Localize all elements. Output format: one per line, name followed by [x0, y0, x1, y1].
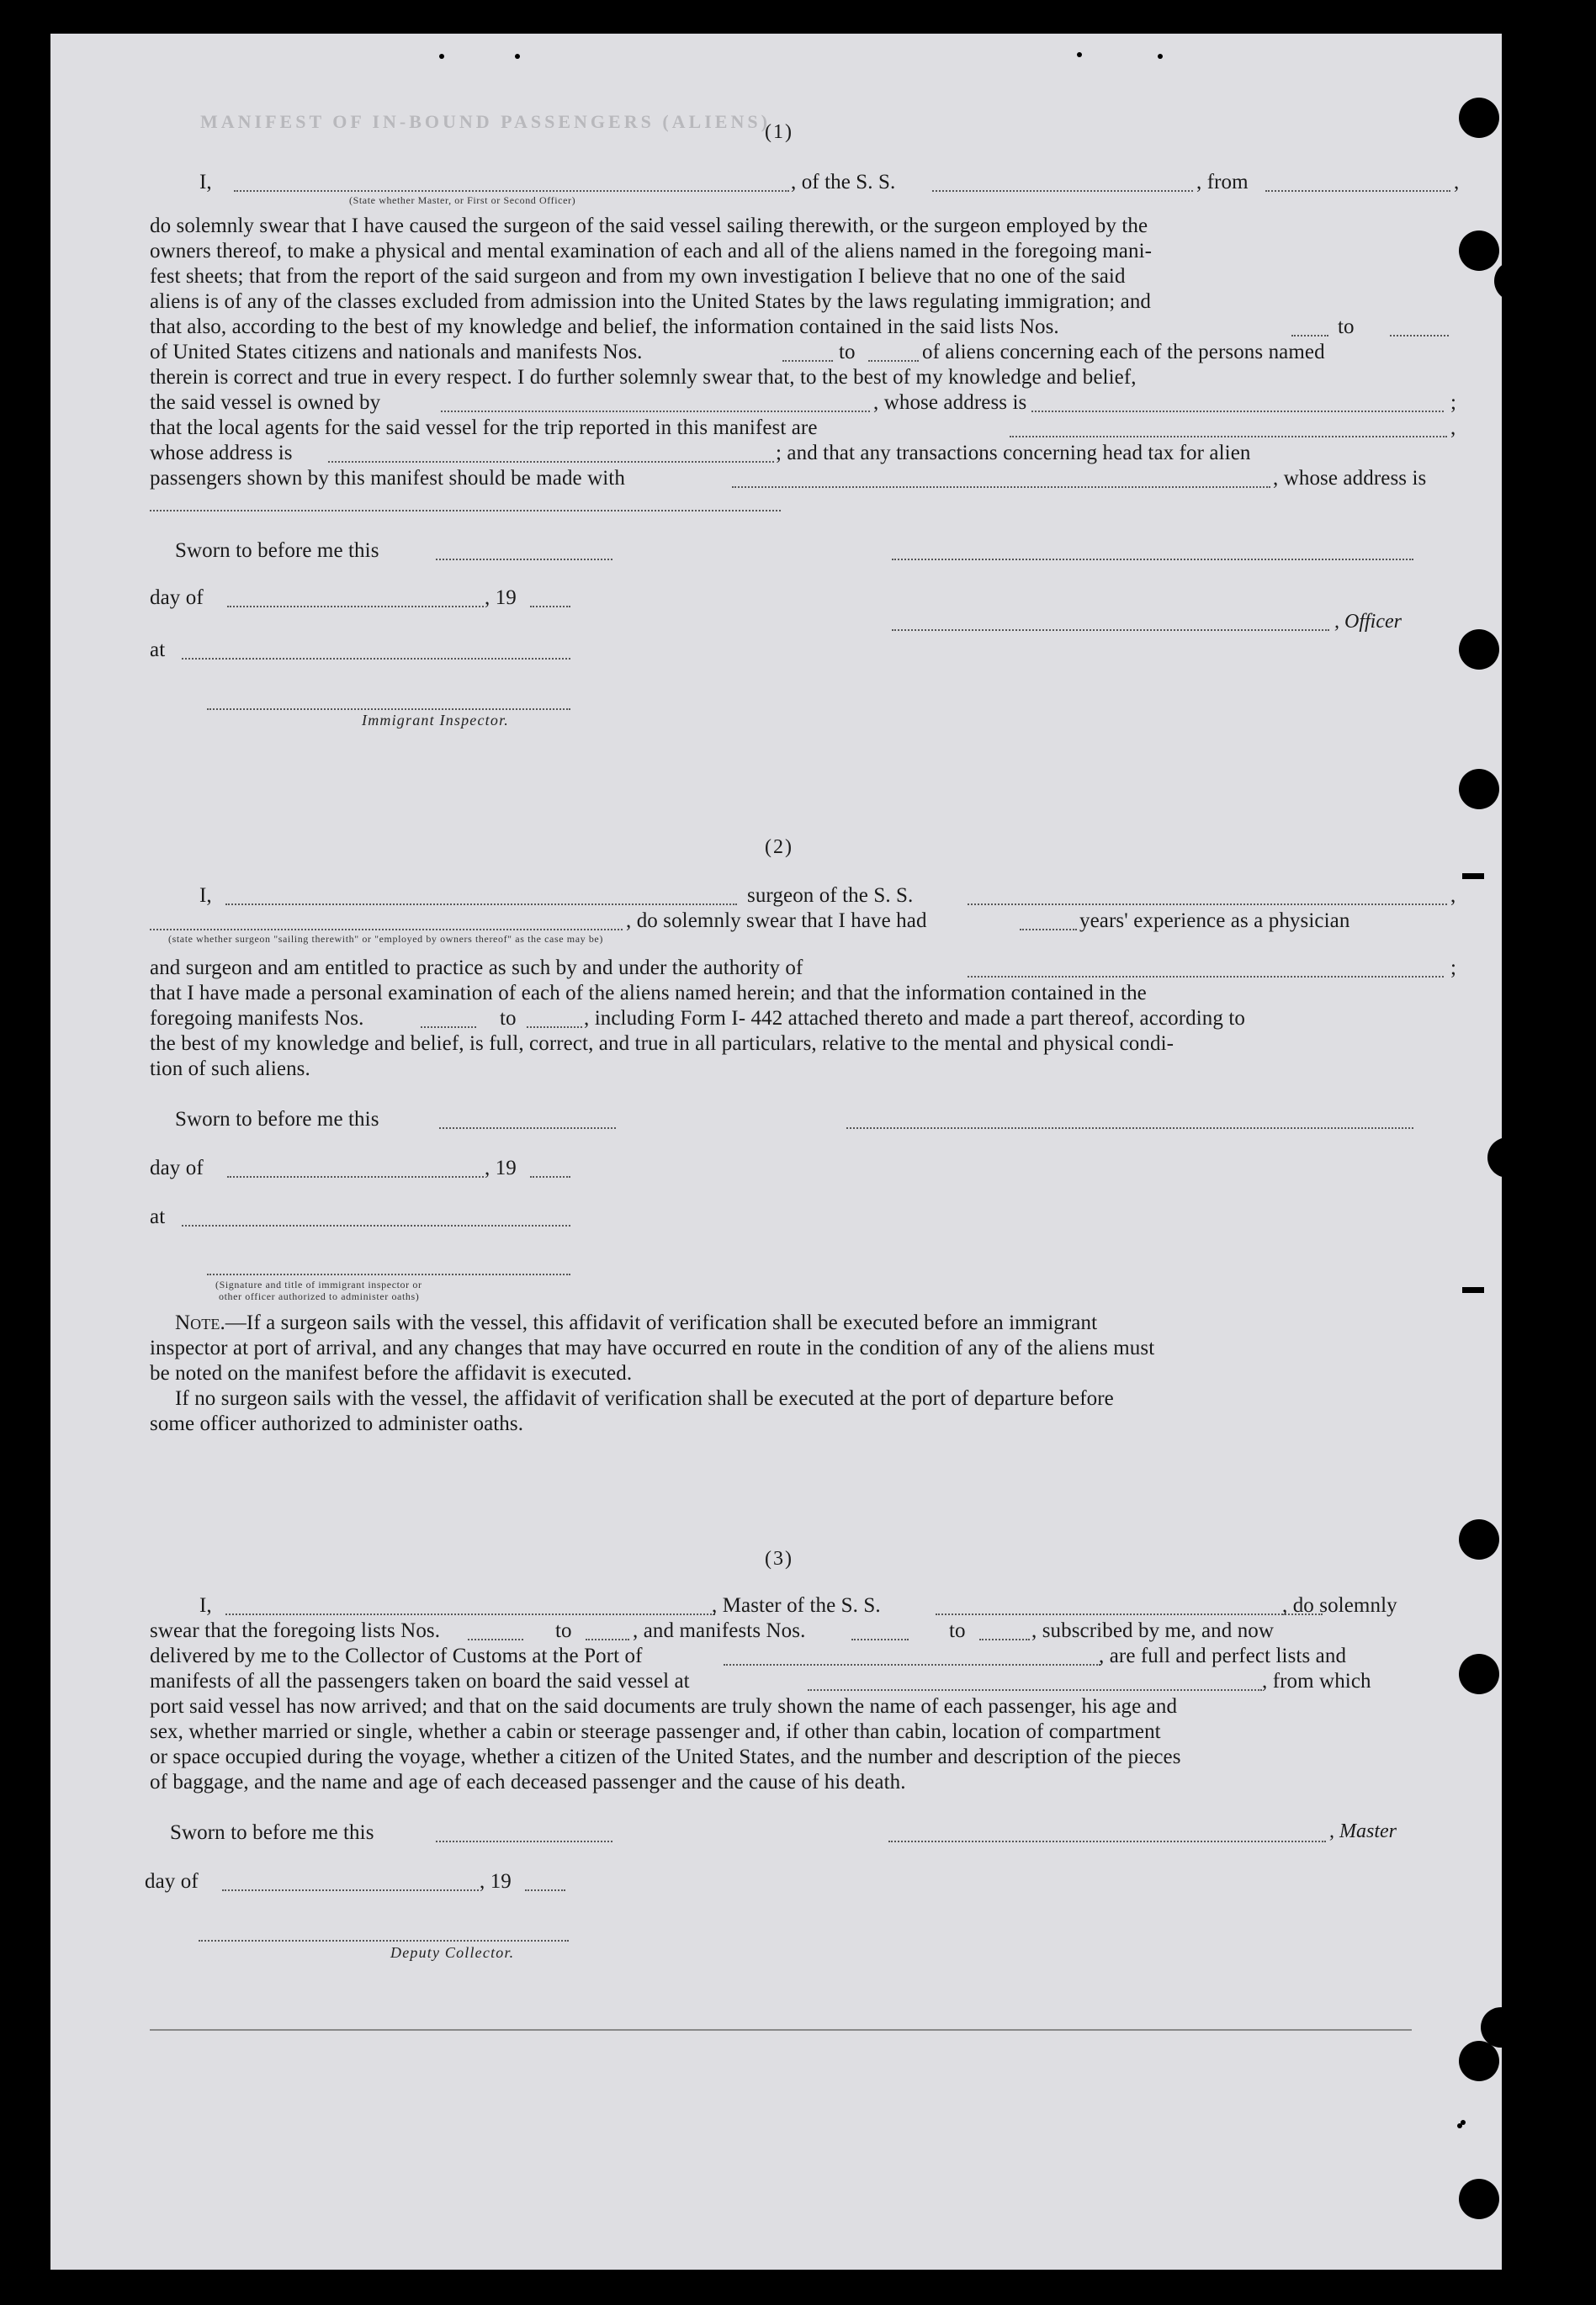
- s1-at-label: at: [150, 639, 166, 661]
- s2-surgeon-type-field[interactable]: [150, 929, 623, 930]
- s2-authority-label: and surgeon and am entitled to practice as such by and under the authority of: [150, 956, 803, 979]
- s1-inspector-caption: Immigrant Inspector.: [362, 712, 509, 729]
- s2-body-line-7: tion of such aliens.: [150, 1057, 310, 1080]
- s2-inspector-signature-field[interactable]: [207, 1274, 570, 1275]
- s2-body-line-6: the best of my knowledge and belief, is full, correct, and true in all particulars, relative to the mental and physical condi-: [150, 1032, 1174, 1055]
- s2-note-line-2: inspector at port of arrival, and any changes that may have occurred en route in the condition of any of the aliens must: [150, 1337, 1155, 1359]
- s3-manifests-to: to: [949, 1619, 966, 1642]
- punch-hole-9: [1481, 2007, 1521, 2048]
- s3-lists-to: to: [555, 1619, 572, 1642]
- s1-officer-label: , Officer: [1334, 611, 1402, 633]
- s3-lists-perfect-text: , are full and perfect lists and: [1099, 1645, 1347, 1667]
- s1-lists-from-field[interactable]: [1291, 335, 1328, 336]
- s2-name-field[interactable]: [225, 903, 737, 905]
- s2-sig-hint-1: (Signature and title of immigrant inspector or: [215, 1279, 422, 1290]
- s3-taken-at-label: manifests of all the passengers taken on board the said vessel at: [150, 1670, 690, 1693]
- s3-line1-end: , do solemnly: [1282, 1594, 1397, 1617]
- s3-body-line-6: sex, whether married or single, whether a cabin or steerage passenger and, if other than cabin, location of compartment: [150, 1720, 1161, 1743]
- s1-owned-label: the said vessel is owned by: [150, 391, 381, 414]
- s1-agents-end: ,: [1450, 416, 1456, 439]
- s2-at-field[interactable]: [182, 1225, 570, 1227]
- speck-3: [1077, 52, 1082, 57]
- section-1-number: (1): [765, 121, 793, 143]
- s1-body-line-2: owners thereof, to make a physical and mental examination of each and all of the aliens named in the foregoing mani-: [150, 240, 1153, 262]
- s3-manifests-to-field[interactable]: [979, 1639, 1030, 1640]
- s1-i-label: I,: [199, 171, 212, 193]
- section-2-number: (2): [765, 836, 793, 858]
- speck-2: [515, 54, 520, 59]
- s2-hint-surgeon: (state whether surgeon "sailing therewith" or "employed by owners thereof" as the case may be): [168, 933, 603, 945]
- s3-year-field[interactable]: [525, 1889, 565, 1891]
- s2-years-label: years' experience as a physician: [1079, 909, 1350, 932]
- s1-head-tax-agent-field[interactable]: [732, 486, 1270, 488]
- s1-sworn-field[interactable]: [436, 559, 612, 560]
- s1-head-tax-text: ; and that any transactions concerning head tax for alien: [776, 442, 1251, 464]
- s2-nineteen-label: , 19: [485, 1157, 517, 1179]
- s3-lists-from-field[interactable]: [468, 1639, 523, 1640]
- s1-from-label: , from: [1196, 171, 1249, 193]
- s2-surgeon-label: surgeon of the S. S.: [747, 884, 914, 907]
- s1-lists-to: to: [1338, 315, 1355, 338]
- punch-hole-3: [1494, 261, 1535, 301]
- s1-inspector-signature-field[interactable]: [207, 708, 570, 710]
- s1-from-end: ,: [1454, 171, 1460, 193]
- s2-at-label: at: [150, 1205, 166, 1228]
- s3-manifests-label: , and manifests Nos.: [633, 1619, 806, 1642]
- s3-body-line-8: of baggage, and the name and age of each deceased passenger and the cause of his death.: [150, 1771, 906, 1794]
- s2-i-label: I,: [199, 884, 212, 907]
- s3-day-field[interactable]: [222, 1889, 479, 1891]
- s2-manifests-label: foregoing manifests Nos.: [150, 1007, 364, 1030]
- s2-body-line-4: that I have made a personal examination of each of the aliens named herein; and that the information contained in the: [150, 982, 1147, 1004]
- scan-mark-1: [1462, 873, 1484, 879]
- s2-note-text-1: —If a surgeon sails with the vessel, this affidavit of verification shall be executed before an immigrant: [225, 1311, 1098, 1334]
- s2-note-line-3: be noted on the manifest before the affidavit is executed.: [150, 1362, 633, 1385]
- s1-body-line-1: do solemnly swear that I have caused the surgeon of the said vessel sailing therewith, or the surgeon employed by the: [150, 215, 1148, 237]
- s1-passengers-label: passengers shown by this manifest should be made with: [150, 467, 625, 490]
- s1-correct-line: therein is correct and true in every respect. I do further solemnly swear that, to the best of my knowledge and belief,: [150, 366, 1137, 389]
- s1-lists-to-field[interactable]: [1390, 335, 1449, 336]
- s1-body-line-4: aliens is of any of the classes excluded from admission into the United States by the laws regulating immigration; and: [150, 290, 1152, 313]
- s3-lists-label: swear that the foregoing lists Nos.: [150, 1619, 441, 1642]
- s3-port-label: delivered by me to the Collector of Customs at the Port of: [150, 1645, 643, 1667]
- s3-ship-field[interactable]: [936, 1614, 1323, 1615]
- s2-sworn-label: Sworn to before me this: [175, 1108, 379, 1131]
- scan-mark-2: [1462, 1287, 1484, 1293]
- s2-authority-field[interactable]: [968, 976, 1444, 978]
- s1-day-of-label: day of: [150, 586, 204, 609]
- s2-manifests-to-field[interactable]: [527, 1026, 582, 1028]
- speck-4: [1158, 54, 1163, 59]
- s1-agent-address-field[interactable]: [328, 461, 774, 463]
- s1-owner-field[interactable]: [441, 411, 870, 412]
- s3-day-of-label: day of: [145, 1870, 199, 1893]
- s1-agents-field[interactable]: [1010, 436, 1447, 437]
- s1-of-ss-label: , of the S. S.: [791, 171, 896, 193]
- s2-sig-hint-2: other officer authorized to administer oaths): [219, 1290, 420, 1302]
- s1-citizens-text: of United States citizens and nationals and manifests Nos.: [150, 341, 643, 363]
- s3-sworn-field[interactable]: [436, 1841, 612, 1842]
- s3-body-line-7: or space occupied during the voyage, whether a citizen of the United States, and the number and description of the pieces: [150, 1746, 1181, 1768]
- s1-year-field[interactable]: [530, 606, 570, 607]
- s1-ship-field[interactable]: [932, 190, 1193, 192]
- s2-day-field[interactable]: [227, 1176, 484, 1178]
- s1-at-field[interactable]: [182, 658, 570, 660]
- s3-sworn-label: Sworn to before me this: [170, 1821, 374, 1844]
- s2-solemnly-label: , do solemnly swear that I have had: [626, 909, 927, 932]
- s2-note-line-5: some officer authorized to administer oaths.: [150, 1412, 524, 1435]
- s2-form-i442-text: , including Form I- 442 attached thereto and made a part thereof, according to: [584, 1007, 1245, 1030]
- s2-year-field[interactable]: [530, 1176, 570, 1178]
- s2-day-of-label: day of: [150, 1157, 204, 1179]
- s2-note-line-1: [175, 1311, 1097, 1336]
- s2-authority-end: ;: [1450, 956, 1457, 979]
- s3-subscribed-text: , subscribed by me, and now: [1031, 1619, 1275, 1642]
- punch-hole-5: [1459, 769, 1499, 809]
- s1-agent-address-label: whose address is: [150, 442, 293, 464]
- s1-sworn-label: Sworn to before me this: [175, 539, 379, 562]
- s1-officer-name-field[interactable]: [892, 629, 1329, 631]
- s2-ship-field[interactable]: [968, 903, 1447, 905]
- bottom-rule: [150, 2029, 1412, 2031]
- s1-name-field[interactable]: [234, 190, 789, 192]
- s2-sworn-field[interactable]: [439, 1127, 616, 1129]
- s3-lists-to-field[interactable]: [586, 1639, 629, 1640]
- s1-manifests-from-field[interactable]: [782, 360, 833, 362]
- punch-hole-2: [1459, 231, 1499, 271]
- s2-signature-field[interactable]: [846, 1127, 1413, 1129]
- s2-years-field[interactable]: [1020, 929, 1077, 930]
- s3-manifests-from-field[interactable]: [851, 1639, 909, 1640]
- punch-hole-6: [1487, 1137, 1528, 1178]
- s1-body-line-3: fest sheets; that from the report of the said surgeon and from my own investigation I believe that no one of the said: [150, 265, 1126, 288]
- s2-note-label: Note.: [175, 1311, 225, 1334]
- s1-owner-end: ;: [1450, 391, 1457, 414]
- s1-hint-master: (State whether Master, or First or Second Officer): [349, 194, 576, 206]
- s3-body-line-5: port said vessel has now arrived; and that on the said documents are truly shown the name of each passenger, his age and: [150, 1695, 1178, 1718]
- s3-nineteen-label: , 19: [480, 1870, 512, 1893]
- punch-hole-11: [1459, 2179, 1499, 2219]
- s2-manifests-from-field[interactable]: [421, 1026, 476, 1028]
- document-page: [50, 34, 1502, 2270]
- s1-head-tax-address-label: , whose address is: [1273, 467, 1427, 490]
- s1-head-tax-address-field[interactable]: [150, 510, 781, 511]
- speck-6: [1457, 2123, 1462, 2128]
- s1-owner-address-label: , whose address is: [873, 391, 1027, 414]
- s1-manifests-to-field[interactable]: [868, 360, 919, 362]
- faded-form-title: MANIFEST OF IN-BOUND PASSENGERS (ALIENS): [200, 111, 771, 132]
- s3-from-which-text: , from which: [1262, 1670, 1371, 1693]
- s3-name-field[interactable]: [225, 1614, 715, 1615]
- s2-line1-end: ,: [1450, 884, 1456, 907]
- s2-note-line-4: If no surgeon sails with the vessel, the affidavit of verification shall be executed at the port of departure before: [175, 1387, 1114, 1410]
- s3-i-label: I,: [199, 1594, 212, 1617]
- punch-hole-7: [1459, 1519, 1499, 1560]
- punch-hole-8: [1459, 1654, 1499, 1694]
- s3-departure-port-field[interactable]: [808, 1689, 1262, 1691]
- s1-owner-address-field[interactable]: [1031, 411, 1444, 412]
- punch-hole-1: [1459, 98, 1499, 138]
- s1-agents-label: that the local agents for the said vessel for the trip reported in this manifest are: [150, 416, 818, 439]
- s3-master-caption: , Master: [1329, 1820, 1397, 1842]
- s1-citizens-to: to: [839, 341, 856, 363]
- s3-master-label: , Master of the S. S.: [712, 1594, 881, 1617]
- s1-citizens-text-b: of aliens concerning each of the persons named: [922, 341, 1325, 363]
- s1-day-field[interactable]: [227, 606, 484, 607]
- punch-hole-10: [1459, 2041, 1499, 2081]
- s1-lists-text: that also, according to the best of my knowledge and belief, the information contained in the said lists Nos.: [150, 315, 1059, 338]
- s1-from-field[interactable]: [1265, 190, 1450, 192]
- section-3-number: (3): [765, 1548, 793, 1570]
- punch-hole-4: [1459, 629, 1499, 670]
- s3-collector-signature-field[interactable]: [199, 1940, 569, 1942]
- s1-nineteen-label: , 19: [485, 586, 517, 609]
- s3-port-field[interactable]: [724, 1664, 1100, 1666]
- s3-deputy-collector-caption: Deputy Collector.: [390, 1944, 515, 1961]
- speck-1: [439, 54, 444, 59]
- s2-manifests-to: to: [500, 1007, 517, 1030]
- s1-officer-signature-field[interactable]: [892, 559, 1413, 560]
- s3-master-signature-field[interactable]: [888, 1841, 1326, 1842]
